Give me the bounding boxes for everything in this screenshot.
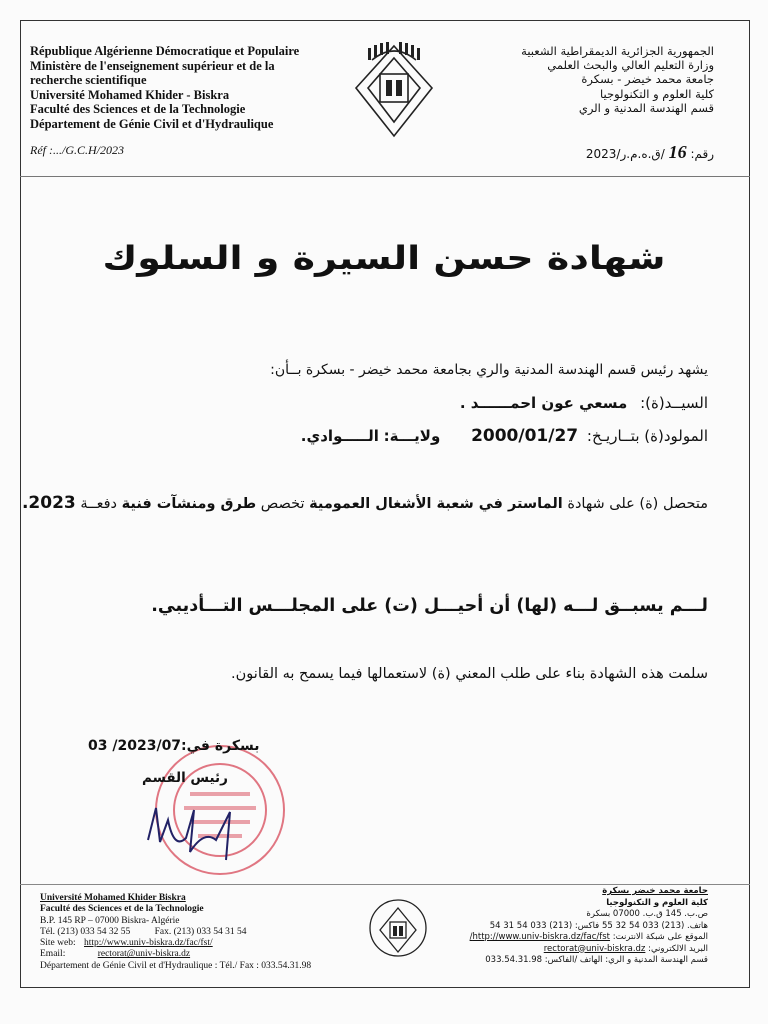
footer-ar-site-link[interactable]: http://www.univ-biskra.dz/fac/fst/: [469, 932, 611, 942]
degree-spec: تخصص: [260, 496, 305, 512]
footer-fr-email-line: [40, 949, 311, 960]
footer-fr-site-label: Site web:: [40, 938, 76, 949]
header-fr-line: Université Mohamed Khider - Biskra: [30, 87, 230, 102]
discipline-statement: لـــم يسبــق لـــه (لها) أن أحيـــل (ت) على المجلـــس التـــأديبي.: [151, 596, 708, 616]
reference-french: Réf :.../G.C.H/2023: [30, 143, 124, 157]
footer-fr-line: Faculté des Sciences et de la Technologie: [40, 904, 204, 915]
handwritten-signature-icon: [130, 790, 250, 870]
footer-fr-phone-line: [40, 927, 311, 938]
footer-ar-line: كلية العلوم و التكنولوجيا: [606, 897, 708, 908]
header-ar-line: وزارة التعليم العالي والبحث العلمي: [547, 58, 714, 73]
footer-ar-line: ص.ب. 145 ق.ب. 07000 بسكرة: [586, 909, 708, 919]
footer-french: [40, 893, 311, 972]
degree-main: الماستر في شعبة الأشغال العمومية: [309, 496, 563, 512]
birth-label: المولود(ة) بتــاريـخ:: [586, 427, 708, 445]
header-ar-line: قسم الهندسة المدنية و الري: [578, 100, 714, 115]
footer-ar-email-label: البريد الالكتروني:: [648, 943, 708, 954]
degree-field: طرق ومنشآت فنية: [121, 496, 257, 512]
footer-fr-fax: Fax. (213) 033 54 31 54: [154, 926, 247, 937]
degree-line: [22, 493, 708, 513]
header-ar-line: جامعة محمد خيضر - بسكرة: [581, 72, 714, 87]
certify-line: يشهد رئيس قسم الهندسة المدنية والري بجامعة محمد خيضر - بسكرة بــأن:: [270, 362, 708, 378]
header-ar-line: الجمهورية الجزائرية الديمقراطية الشعبية: [521, 44, 714, 58]
footer-fr-line: Département de Génie Civil et d'Hydraulique : Tél./ Fax : 033.54.31.98: [40, 960, 312, 971]
signature-date: بسكرة في:2023/07/ 03: [88, 738, 260, 754]
signature-title: رئيس القسم: [142, 770, 228, 786]
wilaya-label: ولايـــة:: [383, 427, 441, 445]
degree-pre: متحصل (ة) على شهادة: [567, 496, 708, 512]
degree-promo: دفعــة: [80, 496, 117, 512]
footer-ar-site-line: [470, 932, 708, 944]
delivered-statement: سلمت هذه الشهادة بناء على طلب المعني (ة) لاستعمالها فيما يسمح به القانون.: [231, 666, 708, 682]
header-fr-line: Ministère de l'enseignement supérieur et de la: [30, 58, 275, 73]
header-fr-line: Département de Génie Civil et d'Hydraulique: [30, 116, 274, 131]
footer-ar-site-label: الموقع على شبكة الانترنت:: [612, 932, 708, 942]
footer-ar-email-line: [470, 944, 708, 956]
footer-arabic: [470, 886, 708, 967]
footer-ar-line: جامعة محمد خيضر بسكرة: [602, 886, 708, 896]
footer-fr-line: Université Mohamed Khider Biskra: [40, 893, 186, 903]
footer-fr-email-label: Email:: [40, 949, 66, 960]
footer-divider: [20, 884, 750, 885]
header-ar-line: كلية العلوم و التكنولوجيا: [599, 86, 714, 101]
footer-fr-site-line: [40, 938, 311, 949]
footer-fr-site-link[interactable]: http://www.univ-biskra.dz/fac/fst/: [84, 938, 213, 949]
header-fr-line: recherche scientifique: [30, 73, 147, 87]
document-title: شهادة حسن السيرة و السلوك: [102, 239, 666, 277]
name-line: [460, 394, 708, 412]
footer-fr-line: B.P. 145 RP – 07000 Biskra- Algérie: [40, 915, 180, 926]
footer-ar-line: قسم الهندسة المدنية و الري: الهاتف /الفاكس: 033.54.31.98: [485, 955, 708, 965]
name-value: مسعي عون احمــــــد .: [459, 394, 628, 412]
footer-ar-email-link[interactable]: rectorat@univ-biskra.dz: [543, 943, 646, 954]
wilaya-value: الـــــوادي.: [300, 427, 379, 445]
header-divider: [20, 176, 750, 177]
birth-date: 2000/01/27: [471, 426, 579, 446]
degree-year: 2023.: [21, 493, 76, 513]
reference-arabic: [586, 142, 714, 163]
ref-label: رقم:: [690, 147, 714, 161]
header-arabic: [414, 44, 714, 115]
header-french: [30, 44, 330, 131]
header-fr-line: République Algérienne Démocratique et Populaire: [30, 44, 300, 58]
footer-fr-email-link[interactable]: rectorat@univ-biskra.dz: [97, 949, 191, 960]
name-label: السيــد(ة):: [640, 394, 708, 412]
footer-university-logo-icon: [366, 892, 430, 964]
birth-line: [301, 426, 708, 446]
ref-suffix: /ق.ه.م.ر/2023: [585, 147, 665, 161]
ref-number: 16: [668, 142, 687, 162]
footer-fr-phone: Tél. (213) 033 54 32 55: [40, 926, 131, 937]
header-fr-line: Faculté des Sciences et de la Technologie: [30, 102, 246, 116]
footer-ar-line: هاتف. (213) 033 54 32 55 فاكس: (213) 033 54 31 54: [489, 920, 708, 931]
